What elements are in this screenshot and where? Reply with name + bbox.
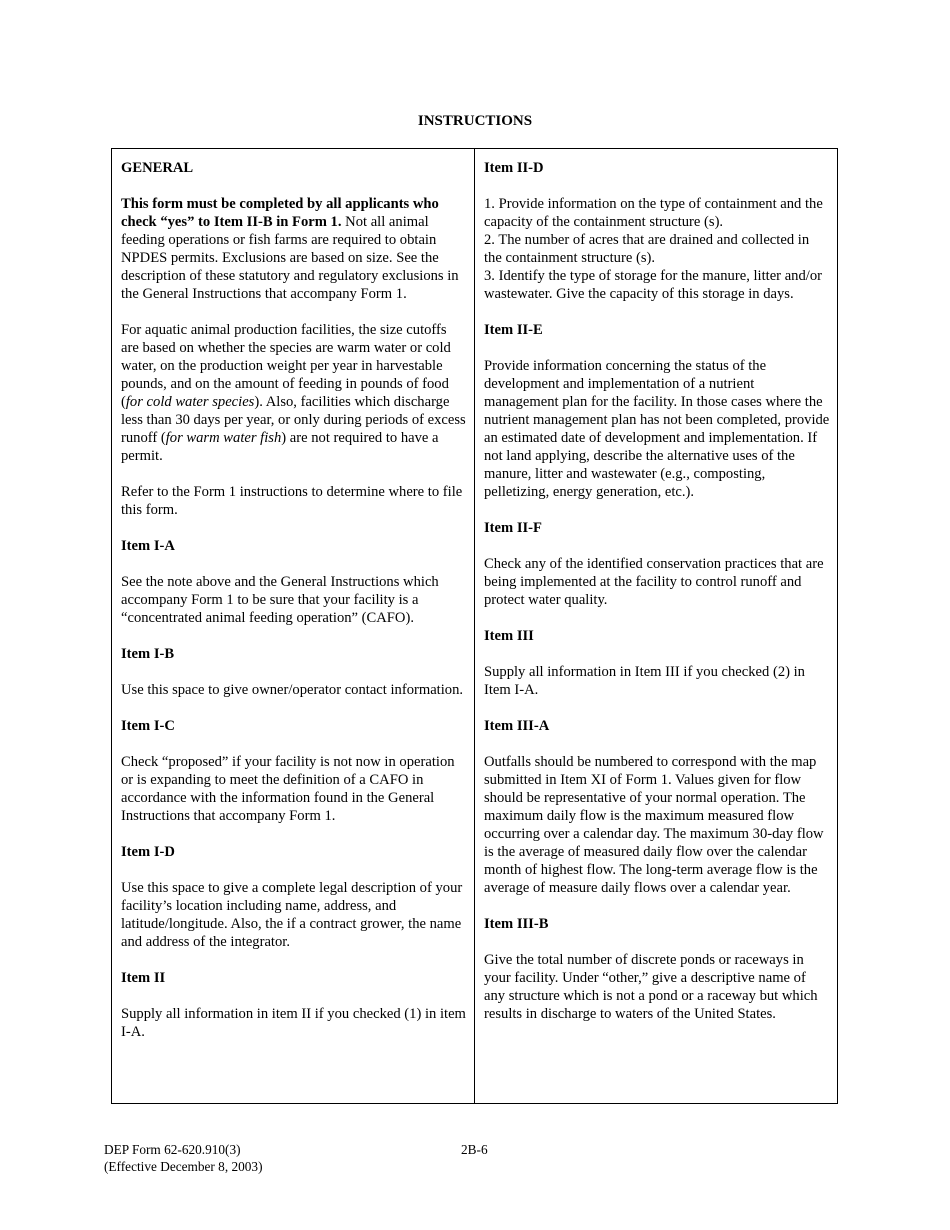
section-text: Use this space to give owner/operator contact information. <box>121 682 464 698</box>
section-text: Outfalls should be numbered to correspond with the map submitted in Item XI of Form 1. Values given for flow should be representative of your normal operation. The maximum daily flow is the maximum measured flow occurring over a calendar day. The maximum 30-day flow is the average of measured daily flow over the calendar month of highest flow. The long-term average flow is the average of measure daily flows over a calendar year. <box>484 754 824 896</box>
section-item-i-d <box>121 843 466 951</box>
instructions-table <box>111 148 838 1104</box>
footer-effective-date: (Effective December 8, 2003) <box>104 1159 263 1174</box>
section-text: Use this space to give a complete legal description of your facility’s location including name, address, and latitude/longitude. Also, the if a contract grower, the name and address of the integrator. <box>121 880 463 950</box>
section-item-ii-d <box>484 159 830 303</box>
section-text <box>484 195 830 303</box>
column-divider <box>474 149 475 1103</box>
footer-form-number: DEP Form 62-620.910(3) <box>104 1142 241 1157</box>
section-heading: Item I-B <box>121 646 175 662</box>
section-heading: Item III <box>484 628 534 644</box>
list-line-3: 3. Identify the type of storage for the manure, litter and/or wastewater. Give the capacity of this storage in days. <box>484 268 822 302</box>
general-paragraph-2-italic-2: for warm water fish <box>165 430 282 446</box>
section-text: Supply all information in Item III if you checked (2) in Item I-A. <box>484 664 805 698</box>
section-heading: Item III-B <box>484 916 549 932</box>
section-item-i-b <box>121 645 466 699</box>
section-item-ii-e <box>484 321 830 501</box>
section-item-iii <box>484 627 830 699</box>
section-heading: Item III-A <box>484 718 550 734</box>
section-heading: Item I-C <box>121 718 175 734</box>
section-heading: Item II-E <box>484 322 543 338</box>
general-paragraph-1 <box>121 195 466 303</box>
section-text: Provide information concerning the status of the development and implementation of a nutrient management plan for the facility. In those cases where the nutrient management plan has not been completed, provide an estimated date of development and implementation. If not land applying, describe the alternative uses of the manure, litter and wastewater (e.g., composting, pelletizing, energy generation, etc.). <box>484 358 830 500</box>
section-heading: Item I-A <box>121 538 175 554</box>
right-column <box>484 159 830 1041</box>
page-title: INSTRUCTIONS <box>417 113 533 129</box>
section-text: Check “proposed” if your facility is not now in operation or is expanding to meet the definition of a CAFO in accordance with the information found in the General Instructions that accompany Form 1. <box>121 754 455 824</box>
section-item-ii-f <box>484 519 830 609</box>
section-text: Check any of the identified conservation practices that are being implemented at the facility to control runoff and protect water quality. <box>484 556 824 608</box>
section-text: See the note above and the General Instructions which accompany Form 1 to be sure that your facility is a “concentrated animal feeding operation” (CAFO). <box>121 574 439 626</box>
general-paragraph-2-part-a: For aquatic animal production facilities, the size cutoffs are based on whether the species are warm water or cold water, on the production weight per year in harvestable pounds, and on the amount of feeding in pounds of food ( <box>121 322 451 410</box>
general-paragraph-2-part-b: ). Also, facilities which discharge less than 30 days per year, or only during periods of excess runoff ( <box>121 394 466 446</box>
list-line-1: 1. Provide information on the type of containment and the capacity of the containment structure (s). <box>484 196 823 230</box>
section-general <box>121 159 466 519</box>
general-paragraph-2-part-c: ) are not required to have a permit. <box>121 430 439 464</box>
footer-page-number: 2B-6 <box>461 1142 488 1157</box>
list-line-2: 2. The number of acres that are drained and collected in the containment structure (s). <box>484 232 810 266</box>
section-heading: Item II <box>121 970 166 986</box>
section-item-i-a <box>121 537 466 627</box>
section-item-iii-a <box>484 717 830 897</box>
section-text: Give the total number of discrete ponds or raceways in your facility. Under “other,” give a descriptive name of any structure which is not a pond or a raceway but which results in discharge to waters of the United States. <box>484 952 818 1022</box>
section-heading: Item II-D <box>484 160 544 176</box>
section-heading: GENERAL <box>121 160 194 176</box>
general-paragraph-1-rest: Not all animal feeding operations or fish farms are required to obtain NPDES permits. Exclusions are based on size. See the description of these statutory and regulatory exclusions in the General Instructions that accompany Form 1. <box>121 214 459 302</box>
footer-form-info <box>104 1141 263 1175</box>
general-lead-text: This form must be completed by all applicants who check “yes” to Item II-B in Form 1. <box>121 196 439 230</box>
section-text: Supply all information in item II if you checked (1) in item I-A. <box>121 1006 466 1040</box>
section-item-i-c <box>121 717 466 825</box>
general-paragraph-2 <box>121 321 466 465</box>
general-paragraph-3: Refer to the Form 1 instructions to determine where to file this form. <box>121 484 463 518</box>
left-column <box>121 159 466 1059</box>
general-paragraph-2-italic-1: for cold water species <box>125 394 255 410</box>
section-item-ii <box>121 969 466 1041</box>
section-heading: Item I-D <box>121 844 175 860</box>
section-heading: Item II-F <box>484 520 542 536</box>
section-item-iii-b <box>484 915 830 1023</box>
